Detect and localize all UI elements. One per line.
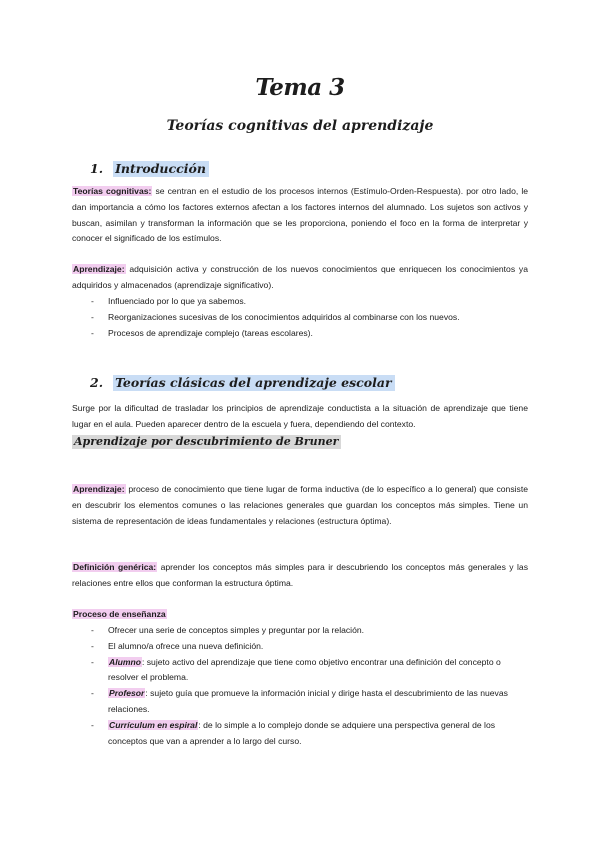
section-2-intro: Surge por la dificultad de trasladar los principios de aprendizaje conductista a la situación de aprendizaje que tiene lugar en el aula. Pueden aparecer dentro de la escuela y fuera, dependiendo del contexto.	[72, 403, 528, 429]
list-item: - Profesor: sujeto guía que promueve la información inicial y dirige hasta el descubrimiento de las nuevas relaciones.	[91, 688, 508, 714]
learning-label: Aprendizaje:	[73, 264, 125, 274]
dash-marker: -	[91, 296, 94, 306]
generic-definition-label: Definición genérica:	[73, 562, 157, 572]
section-2-heading	[90, 375, 395, 390]
section-1-heading	[90, 161, 209, 176]
cognitive-theories-label: Teorías cognitivas:	[73, 186, 152, 196]
teaching-process-label: Proceso de enseñanza	[73, 609, 166, 619]
list-item: - El alumno/a ofrece una nueva definición.	[72, 639, 528, 655]
generic-definition-paragraph	[72, 560, 528, 592]
section-2-title: Teorías clásicas del aprendizaje escolar	[113, 375, 394, 391]
generic-definition-text: aprender los conceptos más simples para ir descubriendo los conceptos más generales y las relaciones entre ellos que conforman la estructura óptima.	[72, 562, 528, 588]
bruner-subheading: Aprendizaje por descubrimiento de Bruner	[72, 435, 341, 448]
dash-marker: -	[91, 688, 94, 699]
page-subtitle: Teorías cognitivas del aprendizaje	[166, 118, 434, 134]
cognitive-theories-paragraph	[72, 184, 528, 247]
student-label: Alumno	[109, 656, 141, 667]
dash-marker: -	[91, 640, 94, 651]
section-1-number: 1.	[90, 161, 104, 176]
dash-marker: -	[91, 656, 94, 667]
bruner-learning-text: proceso de conocimiento que tiene lugar de forma inductiva (de lo específico a lo general) que consiste en descubrir los elementos comunes o las relaciones generales que guardan los conceptos más simples. Tiene un sistema de representación de ideas fundamentales y relaciones (estructura óptima).	[72, 484, 528, 526]
dash-marker: -	[91, 719, 94, 730]
spiral-curriculum-label: Currículum en espiral	[109, 719, 198, 730]
dash-marker: -	[91, 311, 94, 322]
learning-text: adquisición activa y construcción de los nuevos conocimientos que enriquecen los conocimientos ya adquiridos y almacenados (aprendizaje significativo).	[72, 264, 528, 290]
section-1-title: Introducción	[113, 161, 209, 177]
cognitive-theories-text: se centran en el estudio de los procesos internos (Estímulo-Orden-Respuesta). por otro lado, le dan importancia a cómo los factores externos afectan a los factores internos del alumnado. Los sujetos son activos y buscan, asimilan y transforman la información que se les proporciona, poniendo el foco en la forma de interpretar y conocer el significado de los estímulos.	[72, 186, 529, 244]
bruner-learning-paragraph	[72, 482, 528, 529]
learning-bullets	[72, 294, 528, 341]
learning-definition-paragraph	[72, 262, 528, 294]
bruner-learning-label: Aprendizaje:	[73, 484, 125, 494]
list-item: - Currículum en espiral: de lo simple a lo complejo donde se adquiere una perspectiva general de los conceptos que van a aprender a lo largo del curso.	[91, 719, 496, 746]
teaching-process-list	[72, 623, 528, 749]
dash-marker: -	[91, 625, 94, 635]
dash-marker: -	[91, 327, 94, 338]
list-item: - Ofrecer una serie de conceptos simples y preguntar por la relación.	[72, 623, 528, 639]
section-2-number: 2.	[90, 375, 104, 390]
list-item: - Alumno: sujeto activo del aprendizaje que tiene como objetivo encontrar una definición del concepto o resolver el problema.	[91, 656, 501, 683]
teacher-label: Profesor	[109, 688, 145, 699]
list-item: - Reorganizaciones sucesivas de los conocimientos adquiridos al combinarse con los nuevos.	[72, 310, 528, 326]
page-title: Tema 3	[255, 74, 345, 101]
list-item: - Influenciado por lo que ya sabemos.	[72, 294, 528, 310]
list-item: - Procesos de aprendizaje complejo (tareas escolares).	[72, 326, 528, 342]
